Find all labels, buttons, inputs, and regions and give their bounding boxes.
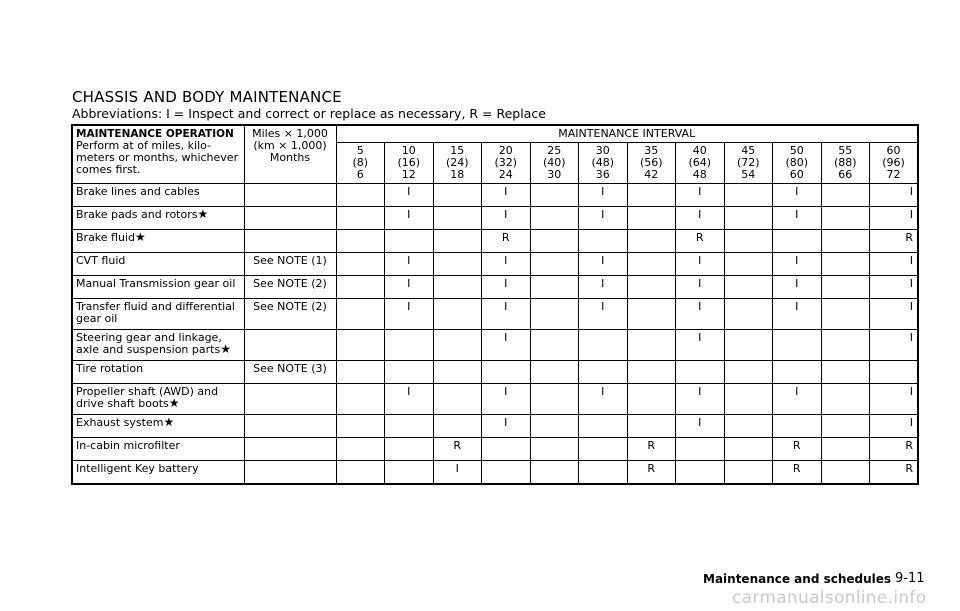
section-heading: CHASSIS AND BODY MAINTENANCE	[72, 88, 342, 106]
interval-value-cell: I	[482, 207, 531, 230]
maintenance-schedule-table	[71, 124, 919, 485]
interval-value-cell	[579, 330, 628, 361]
interval-value-cell	[724, 384, 773, 415]
operation-label: CVT fluid	[76, 254, 126, 267]
interval-miles: 45	[741, 144, 756, 157]
interval-value-cell	[724, 207, 773, 230]
interval-months: 42	[644, 168, 659, 181]
interval-value-cell: R	[676, 230, 725, 253]
interval-value-cell	[482, 438, 531, 461]
interval-value-cell	[724, 461, 773, 485]
header-row-top	[72, 125, 918, 143]
interval-header-cell	[676, 143, 725, 184]
interval-value-cell: I	[773, 207, 822, 230]
interval-km: (16)	[397, 156, 421, 169]
interval-km: (88)	[833, 156, 857, 169]
interval-value-cell	[336, 415, 385, 438]
operation-cell	[72, 184, 244, 207]
interval-value-cell	[821, 384, 870, 415]
interval-km: (40)	[542, 156, 566, 169]
interval-value-cell	[821, 184, 870, 207]
interval-value-cell	[870, 361, 919, 384]
interval-miles: 40	[692, 144, 707, 157]
interval-header-cell	[433, 143, 482, 184]
note-cell	[244, 230, 336, 253]
interval-title: MAINTENANCE INTERVAL	[336, 125, 918, 143]
star-icon: ★	[220, 342, 231, 356]
interval-km: (96)	[882, 156, 905, 169]
operation-label: Brake fluid	[76, 231, 135, 244]
interval-value-cell	[433, 253, 482, 276]
interval-value-cell	[579, 230, 628, 253]
interval-value-cell	[627, 207, 676, 230]
note-cell: See NOTE (3)	[244, 361, 336, 384]
interval-value-cell	[821, 299, 870, 330]
star-icon: ★	[197, 207, 209, 221]
interval-value-cell	[821, 207, 870, 230]
note-cell	[244, 415, 336, 438]
interval-km: (8)	[352, 156, 369, 169]
operation-label: Brake pads and rotors	[76, 208, 198, 221]
interval-value-cell: I	[676, 415, 725, 438]
interval-value-cell	[530, 415, 579, 438]
interval-value-cell	[433, 207, 482, 230]
interval-value-cell	[627, 253, 676, 276]
note-cell: See NOTE (1)	[244, 253, 336, 276]
interval-months: 24	[498, 168, 513, 181]
interval-value-cell	[821, 230, 870, 253]
interval-value-cell	[336, 361, 385, 384]
interval-km: (24)	[445, 156, 469, 169]
note-cell: See NOTE (2)	[244, 299, 336, 330]
interval-value-cell	[385, 230, 434, 253]
interval-value-cell	[433, 276, 482, 299]
interval-value-cell: I	[579, 299, 628, 330]
interval-value-cell	[724, 415, 773, 438]
interval-value-cell	[433, 361, 482, 384]
operation-label: Transfer fluid and differential gear oil	[76, 300, 235, 325]
note-cell	[244, 184, 336, 207]
interval-value-cell	[627, 184, 676, 207]
interval-miles: 20	[498, 144, 513, 157]
interval-value-cell	[530, 207, 579, 230]
interval-value-cell	[385, 330, 434, 361]
interval-value-cell	[482, 361, 531, 384]
interval-value-cell	[724, 184, 773, 207]
operation-header-description: Perform at of miles, kilo- meters or months, whichever comes first.	[76, 139, 239, 176]
note-cell	[244, 330, 336, 361]
interval-value-cell	[579, 415, 628, 438]
interval-header-cell	[579, 143, 628, 184]
interval-header-cell	[821, 143, 870, 184]
interval-miles: 35	[644, 144, 659, 157]
interval-value-cell	[773, 230, 822, 253]
interval-value-cell	[336, 330, 385, 361]
interval-value-cell: I	[482, 330, 531, 361]
interval-value-cell	[530, 361, 579, 384]
interval-value-cell	[336, 184, 385, 207]
interval-value-cell: I	[385, 299, 434, 330]
interval-value-cell	[579, 438, 628, 461]
interval-months: 36	[595, 168, 610, 181]
table-row	[72, 207, 918, 230]
interval-km: (64)	[688, 156, 712, 169]
interval-value-cell	[579, 461, 628, 485]
table-row	[72, 461, 918, 485]
star-icon: ★	[163, 415, 175, 429]
interval-value-cell: R	[773, 461, 822, 485]
operation-label: Manual Transmission gear oil	[76, 277, 236, 290]
interval-value-cell	[821, 276, 870, 299]
interval-value-cell	[433, 184, 482, 207]
interval-miles: 10	[401, 144, 416, 157]
operation-header-title: MAINTENANCE OPERATION	[76, 128, 234, 140]
interval-value-cell: I	[676, 276, 725, 299]
operation-header	[72, 125, 244, 184]
interval-value-cell	[433, 230, 482, 253]
interval-header-cell	[482, 143, 531, 184]
interval-miles: 50	[789, 144, 804, 157]
interval-value-cell	[433, 299, 482, 330]
interval-value-cell	[627, 299, 676, 330]
interval-months: 60	[789, 168, 804, 181]
interval-value-cell: I	[433, 461, 482, 485]
interval-header-cell	[724, 143, 773, 184]
interval-header-cell	[870, 143, 919, 184]
interval-value-cell	[821, 461, 870, 485]
operation-cell	[72, 461, 244, 485]
interval-value-cell	[336, 253, 385, 276]
interval-header-cell	[336, 143, 385, 184]
interval-value-cell	[336, 461, 385, 485]
interval-value-cell	[627, 330, 676, 361]
footer-section-label: Maintenance and schedules	[703, 572, 892, 586]
note-cell	[244, 207, 336, 230]
star-icon: ★	[168, 396, 180, 410]
interval-value-cell: I	[773, 384, 822, 415]
interval-months: 18	[450, 168, 465, 181]
note-cell	[244, 384, 336, 415]
interval-months: 30	[547, 168, 562, 181]
interval-value-cell: I	[676, 299, 725, 330]
interval-header-cell	[627, 143, 676, 184]
miles-header-km: (km × 1,000)	[253, 139, 327, 152]
interval-km: (56)	[639, 156, 663, 169]
interval-header-cell	[773, 143, 822, 184]
table-row	[72, 361, 918, 384]
interval-value-cell	[579, 361, 628, 384]
interval-value-cell: I	[676, 184, 725, 207]
interval-value-cell	[821, 361, 870, 384]
interval-value-cell	[336, 299, 385, 330]
operation-cell	[72, 230, 244, 253]
miles-header	[244, 125, 336, 184]
interval-value-cell	[530, 253, 579, 276]
interval-value-cell: I	[385, 207, 434, 230]
interval-value-cell	[385, 461, 434, 485]
footer-page-number: 9-11	[895, 571, 925, 586]
interval-value-cell	[336, 230, 385, 253]
interval-months: 66	[838, 168, 853, 181]
note-cell	[244, 438, 336, 461]
interval-km: (32)	[494, 156, 518, 169]
interval-value-cell: R	[773, 438, 822, 461]
interval-miles: 55	[838, 144, 853, 157]
interval-value-cell	[336, 276, 385, 299]
interval-value-cell: I	[385, 184, 434, 207]
interval-months: 12	[401, 168, 416, 181]
interval-value-cell	[530, 184, 579, 207]
interval-value-cell	[336, 207, 385, 230]
interval-value-cell: I	[773, 299, 822, 330]
interval-value-cell	[530, 461, 579, 485]
interval-value-cell: I	[482, 415, 531, 438]
interval-value-cell	[385, 361, 434, 384]
interval-value-cell: I	[870, 330, 919, 361]
interval-value-cell	[627, 384, 676, 415]
interval-value-cell: I	[579, 184, 628, 207]
operation-label: Steering gear and linkage, axle and suspension parts	[76, 331, 222, 356]
interval-value-cell: I	[482, 253, 531, 276]
interval-value-cell	[773, 415, 822, 438]
interval-value-cell	[724, 276, 773, 299]
operation-label: Exhaust system	[76, 416, 164, 429]
interval-value-cell	[676, 438, 725, 461]
interval-value-cell: I	[482, 276, 531, 299]
interval-value-cell	[433, 330, 482, 361]
interval-value-cell	[676, 461, 725, 485]
interval-value-cell: I	[773, 253, 822, 276]
schedule-body	[72, 184, 918, 485]
interval-value-cell: I	[870, 299, 919, 330]
interval-value-cell: I	[870, 207, 919, 230]
interval-value-cell: I	[676, 253, 725, 276]
interval-value-cell: I	[385, 276, 434, 299]
interval-value-cell: I	[385, 384, 434, 415]
interval-value-cell	[627, 276, 676, 299]
interval-value-cell: R	[870, 230, 919, 253]
interval-value-cell	[724, 299, 773, 330]
abbreviations-note: Abbreviations: I = Inspect and correct or replace as necessary, R = Replace	[72, 106, 546, 121]
interval-value-cell	[724, 438, 773, 461]
operation-cell	[72, 253, 244, 276]
interval-value-cell	[773, 361, 822, 384]
operation-cell	[72, 330, 244, 361]
operation-cell	[72, 361, 244, 384]
interval-value-cell: I	[676, 384, 725, 415]
table-row	[72, 438, 918, 461]
watermark-text: carmanualsonline.info	[732, 588, 927, 608]
interval-value-cell: I	[773, 276, 822, 299]
interval-value-cell	[821, 415, 870, 438]
miles-header-miles: Miles × 1,000	[252, 127, 328, 140]
interval-miles: 30	[595, 144, 610, 157]
operation-cell	[72, 207, 244, 230]
star-icon: ★	[135, 230, 146, 244]
interval-value-cell: I	[482, 384, 531, 415]
interval-miles: 25	[547, 144, 562, 157]
interval-value-cell	[385, 438, 434, 461]
interval-value-cell: R	[627, 461, 676, 485]
interval-value-cell	[724, 230, 773, 253]
interval-value-cell	[433, 384, 482, 415]
interval-value-cell	[724, 361, 773, 384]
interval-km: (48)	[591, 156, 615, 169]
interval-value-cell: R	[870, 438, 919, 461]
operation-label: Intelligent Key battery	[76, 462, 199, 475]
interval-value-cell	[530, 299, 579, 330]
interval-value-cell	[724, 330, 773, 361]
note-cell	[244, 461, 336, 485]
operation-cell	[72, 438, 244, 461]
interval-value-cell	[821, 438, 870, 461]
interval-value-cell: R	[870, 461, 919, 485]
interval-value-cell	[627, 361, 676, 384]
table-row	[72, 384, 918, 415]
interval-value-cell: I	[870, 384, 919, 415]
interval-value-cell	[530, 384, 579, 415]
interval-value-cell	[530, 330, 579, 361]
interval-value-cell	[676, 361, 725, 384]
interval-value-cell: I	[482, 184, 531, 207]
interval-months: 72	[886, 168, 901, 181]
interval-value-cell	[530, 276, 579, 299]
miles-header-months: Months	[269, 151, 311, 164]
operation-label: Brake lines and cables	[76, 185, 200, 198]
interval-months: 48	[692, 168, 707, 181]
operation-cell	[72, 276, 244, 299]
interval-value-cell: I	[773, 184, 822, 207]
interval-value-cell	[336, 438, 385, 461]
interval-value-cell: I	[870, 415, 919, 438]
interval-value-cell: R	[482, 230, 531, 253]
interval-value-cell	[821, 253, 870, 276]
interval-value-cell: I	[676, 330, 725, 361]
table-row	[72, 330, 918, 361]
operation-label: Tire rotation	[76, 362, 144, 375]
operation-label: In-cabin microfilter	[76, 439, 180, 452]
interval-value-cell: I	[870, 276, 919, 299]
interval-header-cell	[530, 143, 579, 184]
table-row	[72, 415, 918, 438]
interval-months: 6	[356, 168, 364, 181]
interval-miles: 15	[450, 144, 465, 157]
interval-value-cell	[627, 230, 676, 253]
interval-miles: 60	[886, 144, 901, 157]
interval-km: (80)	[785, 156, 809, 169]
interval-value-cell: I	[579, 384, 628, 415]
operation-cell	[72, 384, 244, 415]
table-row	[72, 253, 918, 276]
interval-value-cell: R	[433, 438, 482, 461]
interval-value-cell	[724, 253, 773, 276]
operation-cell	[72, 299, 244, 330]
interval-value-cell: I	[870, 253, 919, 276]
interval-value-cell	[530, 438, 579, 461]
interval-value-cell: I	[482, 299, 531, 330]
interval-value-cell	[482, 461, 531, 485]
interval-value-cell	[336, 384, 385, 415]
interval-header-cell	[385, 143, 434, 184]
interval-value-cell: I	[579, 207, 628, 230]
interval-value-cell	[385, 415, 434, 438]
table-row	[72, 299, 918, 330]
interval-value-cell: I	[385, 253, 434, 276]
table-row	[72, 276, 918, 299]
interval-km: (72)	[736, 156, 760, 169]
interval-value-cell	[433, 415, 482, 438]
note-cell: See NOTE (2)	[244, 276, 336, 299]
table-row	[72, 230, 918, 253]
table-row	[72, 184, 918, 207]
interval-value-cell	[627, 415, 676, 438]
operation-label: Propeller shaft (AWD) and drive shaft boots	[76, 385, 219, 410]
interval-value-cell	[821, 330, 870, 361]
interval-value-cell: I	[579, 253, 628, 276]
interval-value-cell: I	[676, 207, 725, 230]
interval-value-cell	[773, 330, 822, 361]
operation-cell	[72, 415, 244, 438]
interval-value-cell: R	[627, 438, 676, 461]
interval-value-cell: I	[870, 184, 919, 207]
interval-value-cell	[530, 230, 579, 253]
interval-months: 54	[741, 168, 756, 181]
interval-miles: 5	[356, 144, 364, 157]
interval-value-cell: I	[579, 276, 628, 299]
